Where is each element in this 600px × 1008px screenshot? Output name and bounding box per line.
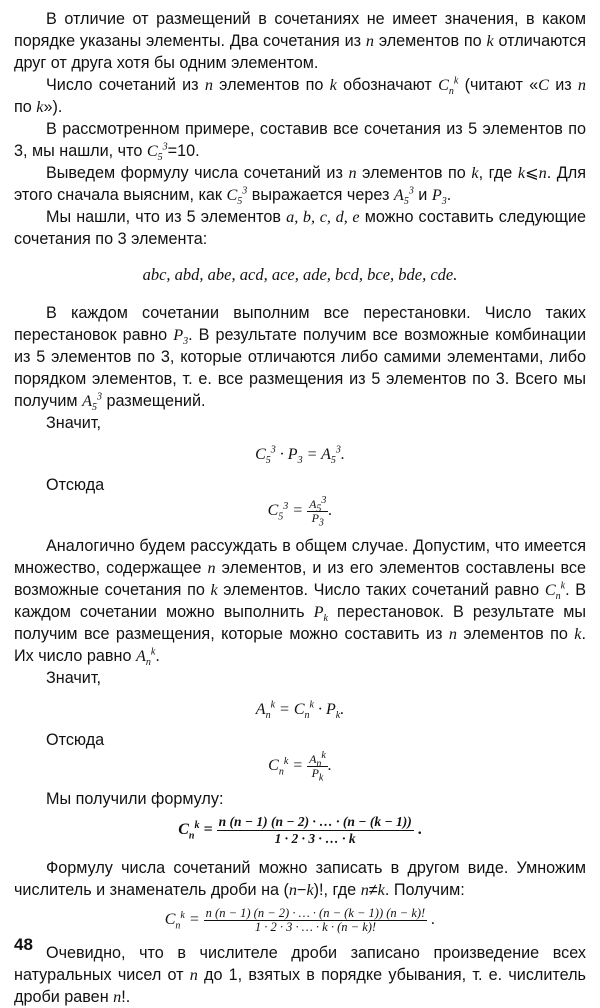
equation-1: $C_5^3 \cdot P_3 = A_5^3$. [255, 444, 345, 467]
otsyuda-label-2: Отсюда [46, 731, 105, 749]
znachit-label: Значит, [46, 414, 101, 432]
paragraph-8: Мы получили формулу: [46, 790, 224, 808]
otsyuda-label: Отсюда [46, 476, 105, 494]
znachit-label-2: Значит, [46, 669, 101, 687]
paragraph-5: Мы нашли, что из 5 элементов a, b, c, d, e можно составить следующие сочетания по 3 элемента: [14, 208, 586, 248]
textbook-page [14, 8, 586, 1008]
equation-6: $C_n^k$ = $\frac{n (n - 1) (n - 2) \cdot \dots \cdot (n - (k - 1)) (n - k)!}{1 \cdot 2 \cdot 3 \cdot \dots \cdot k \cdot (n - k)!}$ . [164, 906, 436, 934]
equation-2: $C_5^3$ = $\frac{A_5^3}{P_3}$ . [267, 495, 333, 529]
paragraph-10: Очевидно, что в числителе дроби записано произведение всех натуральных чисел от n до 1, взятых в порядке убывания, т. е. числитель дроби равен n!. [14, 944, 586, 1006]
equation-5: $C_n^k$ = $\frac{n (n - 1) (n - 2) \cdot \dots \cdot (n - (k - 1))}{1 \cdot 2 \cdot 3 \cdot \dots \cdot k}$ . [178, 814, 422, 846]
combinations-list: abc, abd, abe, acd, ace, ade, bcd, bce, bde, cde. [142, 265, 458, 284]
paragraph-6: В каждом сочетании выполним все перестановки. Число таких перестановок равно $P_3$. В результате получим все возможные комбинации из 5 элементов по 3, которые отличаются либо самими элементами, либо порядком элементов, т. е. все размещения из 5 элементов по 3. Всего мы получим $A_5^3$ размещений. [14, 304, 587, 414]
paragraph-1: В отличие от размещений в сочетаниях не имеет значения, в каком порядке указаны элементы. Два сочетания из n элементов по k отличаются друг от друга хотя бы одним элементом. [14, 10, 586, 72]
equation-4: $C_n^k$ = $\frac{A_n^k}{P_k}$ . [268, 750, 332, 784]
paragraph-2: Число сочетаний из n элементов по k обозначают $C_n^k$ (читают «C из n по k»). [14, 75, 586, 116]
equation-3: $A_n^k = C_n^k \cdot P_k$. [255, 699, 345, 722]
paragraph-3: В рассмотренном примере, составив все сочетания из 5 элементов по 3, мы нашли, что $C_5^3=10$. [14, 120, 586, 164]
paragraph-4: Выведем формулу числа сочетаний из n элементов по k, где k⩽n. Для этого сначала выясним, как $C_5^3$ выражается через $A_5^3$ и $P_3$. [14, 164, 586, 208]
page-number: 48 [14, 935, 33, 954]
paragraph-9: Формулу числа сочетаний можно записать в другом виде. Умножим числитель и знаменатель дроби на (n−k)!, где n≠k. Получим: [14, 859, 586, 899]
paragraph-7: Аналогично будем рассуждать в общем случае. Допустим, что имеется множество, содержащее n элементов, и из его элементов составлены все возможные сочетания по k элементов. Число таких сочетаний равно $C_n^k$. В каждом сочетании можно выполнить $P_k$ перестановок. В результате мы получим все размещения, которые можно составить из n элементов по k. Их число равно $A_n^k$. [14, 537, 587, 669]
